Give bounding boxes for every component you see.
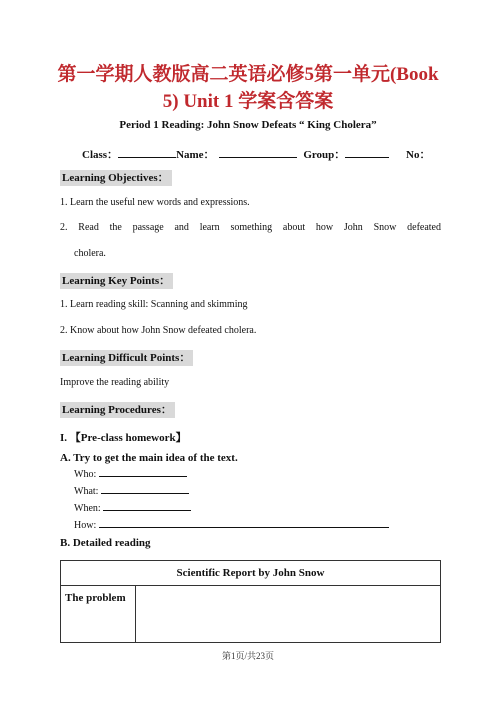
table-header-cell: Scientific Report by John Snow	[61, 561, 441, 586]
title-line-2: 5) Unit 1 学案含答案	[162, 91, 334, 112]
what-row	[74, 484, 189, 497]
title-line-1: 第一学期人教版高二英语必修5第一单元(Book	[57, 64, 439, 85]
subtitle: Period 1 Reading: John Snow Defeats “ King Cholera”	[119, 119, 377, 131]
problem-label-cell: The problem	[61, 586, 136, 643]
objectives-heading: Learning Objectives：	[60, 170, 172, 186]
difficult-points-heading: Learning Difficult Points：	[60, 350, 193, 366]
who-blank[interactable]	[99, 467, 187, 477]
problem-answer-cell[interactable]	[136, 586, 441, 643]
when-row	[74, 501, 191, 514]
key-points-heading: Learning Key Points：	[60, 273, 173, 289]
class-blank[interactable]	[118, 147, 176, 158]
how-label: How:	[74, 520, 97, 531]
class-label: Class：	[82, 149, 119, 161]
student-info-fields	[82, 146, 431, 162]
table-header-row	[61, 561, 441, 586]
part-b-heading: B. Detailed reading	[60, 537, 151, 549]
name-blank[interactable]	[219, 147, 297, 158]
who-row	[74, 467, 187, 480]
who-label: Who:	[74, 469, 97, 480]
what-blank[interactable]	[101, 484, 189, 494]
how-row	[74, 518, 389, 531]
group-label: Group：	[303, 149, 346, 161]
objective-item: 2. Read the passage and learn something about how John Snow defeated	[60, 222, 441, 233]
when-label: When:	[74, 503, 101, 514]
what-label: What:	[74, 486, 99, 497]
key-point-item: 2. Know about how John Snow defeated cholera.	[60, 325, 257, 336]
name-label: Name：	[176, 149, 215, 161]
procedures-heading: Learning Procedures：	[60, 402, 175, 418]
objective-item: 1. Learn the useful new words and expressions.	[60, 197, 250, 208]
when-blank[interactable]	[103, 501, 191, 511]
group-blank[interactable]	[345, 147, 389, 158]
how-blank[interactable]	[99, 518, 389, 528]
no-label: No：	[406, 149, 431, 161]
table-row	[61, 586, 441, 643]
objective-item-cont: cholera.	[74, 248, 106, 259]
key-point-item: 1. Learn reading skill: Scanning and skimming	[60, 299, 248, 310]
part-a-heading: A. Try to get the main idea of the text.	[60, 452, 238, 464]
scientific-report-table	[60, 560, 441, 643]
page-footer: 第1页/共23页	[221, 651, 274, 661]
pre-class-homework-heading: I. 【Pre-class homework】	[60, 432, 187, 444]
difficult-points-text: Improve the reading ability	[60, 377, 170, 388]
